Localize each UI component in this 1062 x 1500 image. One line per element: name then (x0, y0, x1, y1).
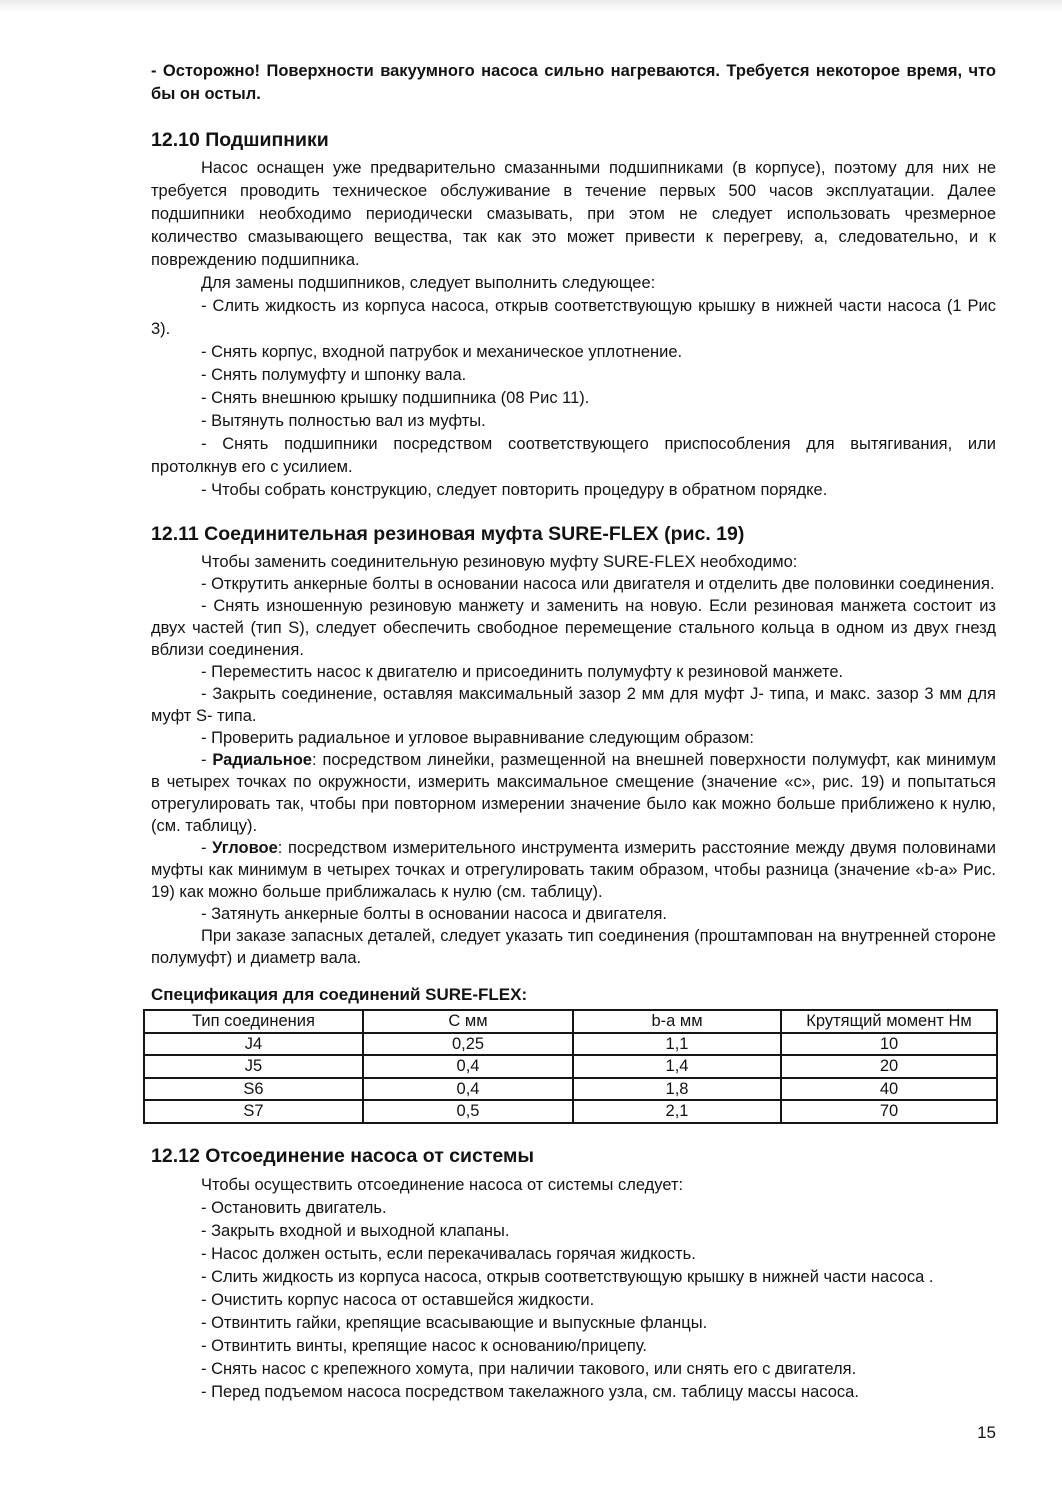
list-item: - Слить жидкость из корпуса насоса, открыв соответствующую крышку в нижней части насоса . (201, 1267, 934, 1286)
term-radial: Радиальное (212, 751, 312, 769)
list-item: - Перед подъемом насоса посредством такелажного узла, см. таблицу массы насоса. (201, 1382, 859, 1401)
scan-edge-artifact (0, 0, 1062, 12)
table-cell: 10 (781, 1033, 997, 1056)
table-row (144, 1033, 997, 1056)
section-heading-12-11: 12.11 Соединительная резиновая муфта SURE-FLEX (рис. 19) (151, 523, 745, 545)
term-angular: Угловое (212, 839, 278, 857)
table-row (144, 1055, 997, 1078)
list-item: - Снять корпус, входной патрубок и механическое уплотнение. (201, 343, 683, 361)
table-cell: 1,1 (573, 1033, 781, 1056)
list-item: - Снять внешнюю крышку подшипника (08 Рис 11). (201, 389, 590, 407)
table-header-cell: Тип соединения (144, 1010, 363, 1033)
table-cell: J4 (144, 1033, 363, 1056)
page-number: 15 (977, 1423, 996, 1442)
table-header-cell: Крутящий момент Нм (781, 1010, 997, 1033)
paragraph: Насос оснащен уже предварительно смазанными подшипниками (в корпусе), поэтому для них не требуется проводить техническое обслуживание в течение первых 500 часов эксплуатации. Далее подшипники необходимо периодически смазывать, при этом не следует использовать чрезмерное количество смазывающего вещества, так как это может привести к перегреву, а, следовательно, и к повреждению подшипника. (151, 159, 996, 269)
list-item: - Открутить анкерные болты в основании насоса или двигателя и отделить две половинки соединения. (201, 575, 995, 593)
table-cell: 0,4 (363, 1078, 573, 1101)
paragraph: Чтобы осуществить отсоединение насоса от системы следует: (201, 1175, 684, 1194)
table-header-cell: b-a мм (573, 1010, 781, 1033)
list-item-radial (151, 749, 996, 837)
paragraph: Для замены подшипников, следует выполнить следующее: (201, 274, 656, 292)
table-row (144, 1078, 997, 1101)
list-item: - Закрыть соединение, оставляя максимальный зазор 2 мм для муфт J- типа, и макс. зазор 3 мм для муфт S- типа. (151, 685, 996, 725)
list-dash: - (201, 751, 213, 769)
document-content (151, 60, 996, 1404)
list-item: - Отвинтить гайки, крепящие всасывающие и выпускные фланцы. (201, 1313, 708, 1332)
list-item-text: : посредством линейки, размещенной на внешней поверхности полумуфт, как минимум в четырех точках по окружности, измерить максимальное смещение (значение «с», рис. 19) и попытаться отрегулировать так, чтобы при повторном измерении значение было как можно больше приближено к нулю, (см. таблицу). (151, 751, 996, 835)
list-item: - Проверить радиальное и угловое выравнивание следующим образом: (201, 729, 754, 747)
table-cell: 0,4 (363, 1055, 573, 1078)
table-cell: 2,1 (573, 1100, 781, 1123)
table-cell: 20 (781, 1055, 997, 1078)
table-row (144, 1100, 997, 1123)
list-item: - Отвинтить винты, крепящие насос к основанию/прицепу. (201, 1336, 647, 1355)
list-item: - Вытянуть полностью вал из муфты. (201, 412, 486, 430)
spec-table (143, 1009, 998, 1124)
paragraph: При заказе запасных деталей, следует указать тип соединения (проштампован на внутренней стороне полумуфт) и диаметр вала. (151, 927, 996, 967)
table-cell: 70 (781, 1100, 997, 1123)
list-item: - Затянуть анкерные болты в основании насоса и двигателя. (201, 905, 668, 923)
list-item: - Снять изношенную резиновую манжету и заменить на новую. Если резиновая манжета состоит из двух частей (тип S), следует обеспечить свободное перемещение стального кольца в одном из двух гнезд вблизи соединения. (151, 597, 996, 659)
warning-paragraph: - Осторожно! Поверхности вакуумного насоса сильно нагреваются. Требуется некоторое время, что бы он остыл. (151, 62, 996, 103)
list-item: - Переместить насос к двигателю и присоединить полумуфту к резиновой манжете. (201, 663, 844, 681)
list-item: - Снять полумуфту и шпонку вала. (201, 366, 467, 384)
table-cell: S6 (144, 1078, 363, 1101)
paragraph: Чтобы заменить соединительную резиновую муфту SURE-FLEX необходимо: (201, 553, 798, 571)
section-heading-12-12: 12.12 Отсоединение насоса от системы (151, 1144, 535, 1167)
table-cell: J5 (144, 1055, 363, 1078)
list-item: - Насос должен остыть, если перекачивалась горячая жидкость. (201, 1244, 696, 1263)
list-item-angular (151, 837, 996, 903)
list-item: - Слить жидкость из корпуса насоса, открыв соответствующую крышку в нижней части насоса (1 Рис 3). (151, 297, 996, 338)
table-header-row (144, 1010, 997, 1033)
table-header-cell: С мм (363, 1010, 573, 1033)
list-item: - Чтобы собрать конструкцию, следует повторить процедуру в обратном порядке. (201, 481, 828, 499)
list-item: - Снять подшипники посредством соответствующего приспособления для вытягивания, или протолкнув его с усилием. (151, 435, 996, 476)
table-cell: 40 (781, 1078, 997, 1101)
table-cell: S7 (144, 1100, 363, 1123)
list-item: - Остановить двигатель. (201, 1198, 387, 1217)
table-cell: 0,5 (363, 1100, 573, 1123)
table-cell: 1,8 (573, 1078, 781, 1101)
list-item-text: : посредством измерительного инструмента измерить расстояние между двумя половинами муфты как минимум в четырех точках и отрегулировать таким образом, чтобы разница (значение «b-a» Рис. 19) как можно больше приближалась к нулю (см. таблицу). (151, 839, 996, 901)
list-item: - Закрыть входной и выходной клапаны. (201, 1221, 510, 1240)
spec-table-label: Спецификация для соединений SURE-FLEX: (151, 985, 528, 1004)
list-item: - Снять насос с крепежного хомута, при наличии такового, или снять его с двигателя. (201, 1359, 857, 1378)
table-cell: 0,25 (363, 1033, 573, 1056)
list-item: - Очистить корпус насоса от оставшейся жидкости. (201, 1290, 595, 1309)
list-dash: - (201, 839, 213, 857)
section-heading-12-10: 12.10 Подшипники (151, 129, 329, 151)
section-12-11-body (151, 551, 996, 969)
table-cell: 1,4 (573, 1055, 781, 1078)
